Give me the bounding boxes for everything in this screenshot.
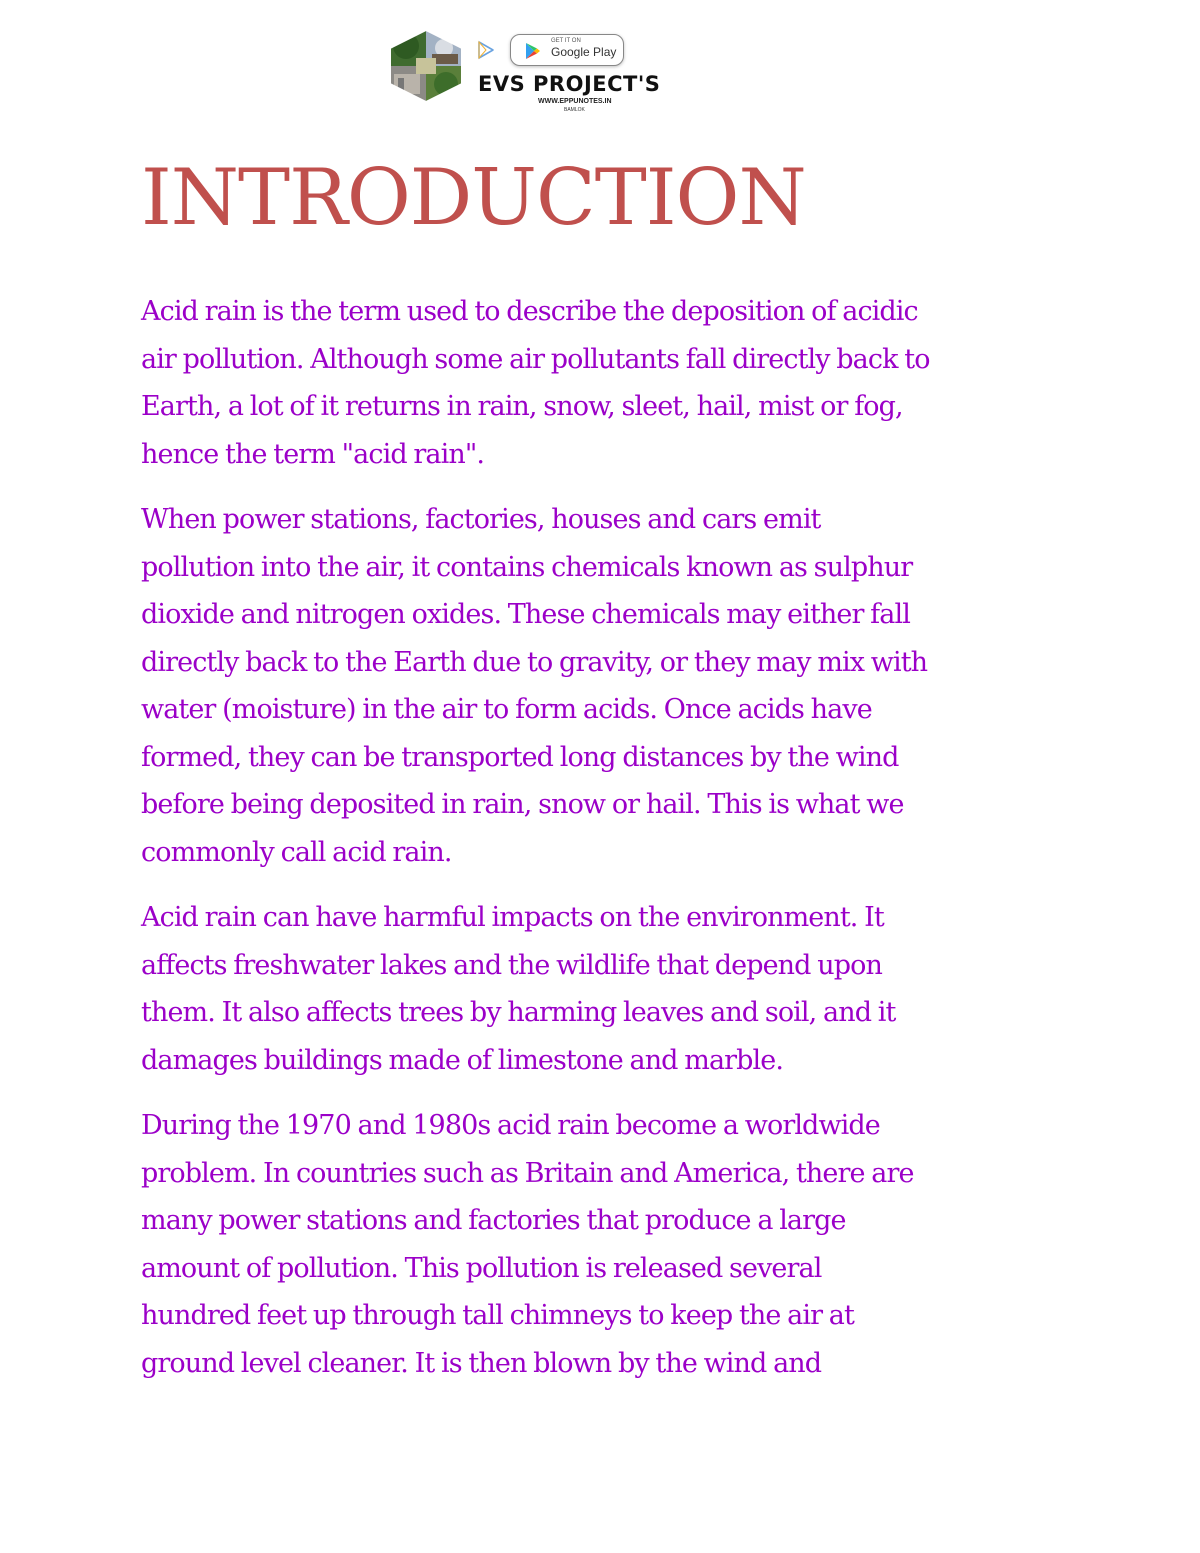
body-paragraph: [141, 894, 1071, 1084]
paragraph-line: water (moisture) in the air to form acids. Once acids have: [141, 694, 872, 725]
body-paragraph: [141, 496, 1071, 876]
body-paragraph: [141, 288, 1071, 478]
paragraph-line: pollution into the air, it contains chemicals known as sulphur: [141, 551, 913, 583]
paragraph-line: Acid rain is the term used to describe the deposition of acidic: [141, 296, 918, 327]
paragraph-line: hence the term "acid rain".: [141, 438, 485, 470]
brand-url: WWW.EPPUNOTES.IN: [538, 98, 612, 105]
google-play-small-text: GET IT ON: [551, 38, 581, 44]
paragraph-line: affects freshwater lakes and the wildlife that depend upon: [141, 949, 882, 981]
paragraph-line: During the 1970 and 1980s acid rain become a worldwide: [141, 1110, 880, 1141]
paragraph-line: ground level cleaner. It is then blown by the wind and: [141, 1347, 822, 1379]
paragraph-line: commonly call acid rain.: [141, 836, 452, 868]
document-body: [141, 288, 1071, 1405]
page-title: INTRODUCTION: [141, 153, 806, 243]
paragraph-line: dioxide and nitrogen oxides. These chemicals may either fall: [141, 599, 910, 630]
paragraph-line: before being deposited in rain, snow or hail. This is what we: [141, 789, 904, 820]
paragraph-line: When power stations, factories, houses and cars emit: [141, 504, 821, 535]
paragraph-line: problem. In countries such as Britain and America, there are: [141, 1157, 914, 1189]
brand-subtitle: BAMLOK: [564, 107, 585, 113]
paragraph-line: directly back to the Earth due to gravity, or they may mix with: [141, 646, 928, 678]
paragraph-line: Earth, a lot of it returns in rain, snow, sleet, hail, mist or fog,: [141, 391, 903, 422]
logo-collage-image: [386, 28, 466, 104]
google-play-badge[interactable]: [510, 34, 624, 66]
paragraph-line: air pollution. Although some air pollutants fall directly back to: [141, 343, 930, 375]
brand-title: EVS PROJECT'S: [478, 72, 661, 96]
paragraph-line: damages buildings made of limestone and marble.: [141, 1044, 784, 1076]
paragraph-line: them. It also affects trees by harming leaves and soil, and it: [141, 997, 896, 1028]
play-store-icon: [476, 40, 496, 60]
google-play-label: Google Play: [551, 45, 617, 59]
paragraph-line: amount of pollution. This pollution is released several: [141, 1252, 822, 1284]
paragraph-line: Acid rain can have harmful impacts on the environment. It: [141, 902, 884, 933]
header-logo-area: [386, 28, 696, 124]
google-play-icon: [525, 42, 541, 60]
paragraph-line: formed, they can be transported long distances by the wind: [141, 741, 899, 773]
paragraph-line: hundred feet up through tall chimneys to keep the air at: [141, 1300, 854, 1331]
body-paragraph: [141, 1102, 1071, 1387]
paragraph-line: many power stations and factories that produce a large: [141, 1205, 846, 1236]
